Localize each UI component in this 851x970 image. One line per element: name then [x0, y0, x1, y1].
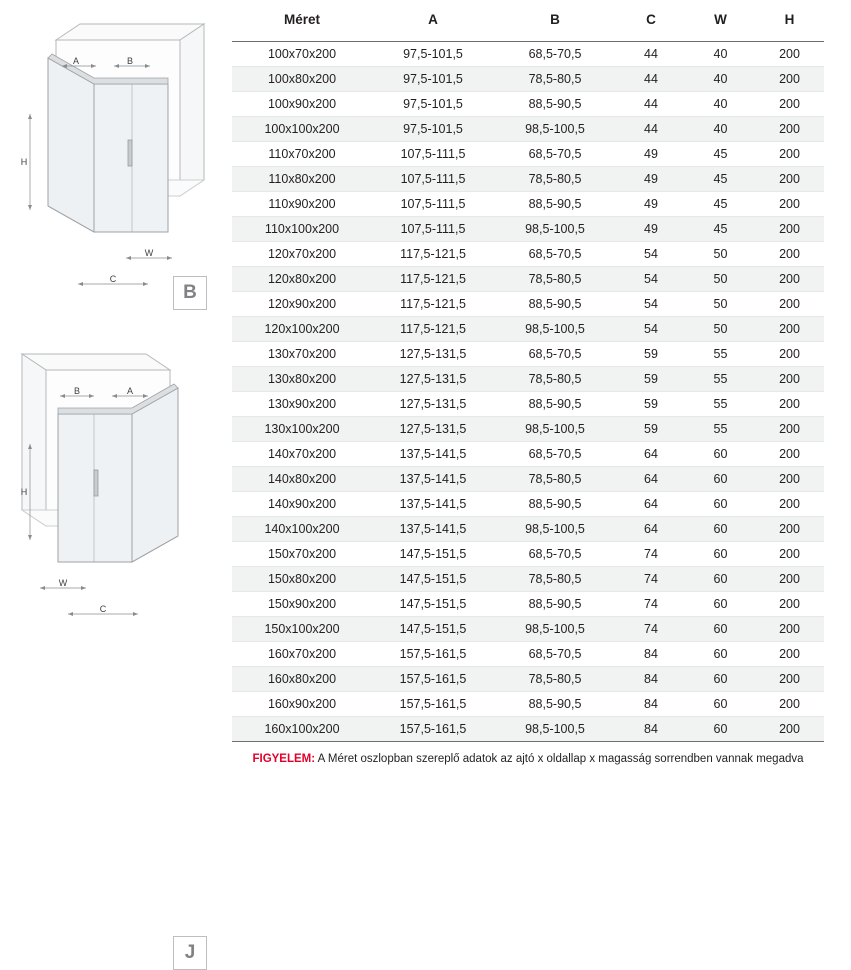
table-row — [232, 67, 824, 92]
cell-a: 137,5-141,5 — [372, 517, 494, 542]
table-row — [232, 92, 824, 117]
cell-h: 200 — [755, 317, 824, 342]
table-row — [232, 667, 824, 692]
cell-size: 100x70x200 — [232, 42, 372, 67]
cell-size: 160x90x200 — [232, 692, 372, 717]
cell-w: 50 — [686, 292, 755, 317]
table-row — [232, 317, 824, 342]
cell-h: 200 — [755, 217, 824, 242]
cell-c: 59 — [616, 367, 686, 392]
table-row — [232, 542, 824, 567]
cell-a: 97,5-101,5 — [372, 117, 494, 142]
cell-a: 97,5-101,5 — [372, 92, 494, 117]
cell-b: 88,5-90,5 — [494, 392, 616, 417]
table-row — [232, 42, 824, 67]
diagram-j-badge: J — [173, 936, 207, 970]
cell-size: 120x70x200 — [232, 242, 372, 267]
cell-a: 107,5-111,5 — [372, 167, 494, 192]
cell-c: 59 — [616, 392, 686, 417]
cell-h: 200 — [755, 142, 824, 167]
cell-a: 117,5-121,5 — [372, 242, 494, 267]
cell-w: 45 — [686, 142, 755, 167]
cell-c: 74 — [616, 542, 686, 567]
cell-size: 110x100x200 — [232, 217, 372, 242]
cell-a: 147,5-151,5 — [372, 567, 494, 592]
cell-size: 150x70x200 — [232, 542, 372, 567]
cell-a: 97,5-101,5 — [372, 67, 494, 92]
cell-size: 130x100x200 — [232, 417, 372, 442]
cell-b: 68,5-70,5 — [494, 442, 616, 467]
cell-w: 60 — [686, 517, 755, 542]
cell-w: 40 — [686, 67, 755, 92]
cell-b: 78,5-80,5 — [494, 67, 616, 92]
cell-c: 44 — [616, 42, 686, 67]
cell-a: 157,5-161,5 — [372, 667, 494, 692]
cell-a: 117,5-121,5 — [372, 267, 494, 292]
table-row — [232, 342, 824, 367]
table-row — [232, 717, 824, 742]
cell-a: 157,5-161,5 — [372, 692, 494, 717]
cell-c: 64 — [616, 467, 686, 492]
cell-b: 88,5-90,5 — [494, 292, 616, 317]
cell-c: 84 — [616, 667, 686, 692]
cell-w: 60 — [686, 617, 755, 642]
table-row — [232, 242, 824, 267]
table-row — [232, 467, 824, 492]
cell-a: 147,5-151,5 — [372, 592, 494, 617]
cell-a: 147,5-151,5 — [372, 542, 494, 567]
cell-w: 60 — [686, 492, 755, 517]
cell-w: 60 — [686, 667, 755, 692]
cell-c: 54 — [616, 292, 686, 317]
cell-a: 157,5-161,5 — [372, 717, 494, 742]
cell-h: 200 — [755, 467, 824, 492]
cell-b: 68,5-70,5 — [494, 42, 616, 67]
cell-c: 44 — [616, 117, 686, 142]
cell-a: 107,5-111,5 — [372, 217, 494, 242]
cell-h: 200 — [755, 417, 824, 442]
cell-b: 68,5-70,5 — [494, 542, 616, 567]
cell-b: 88,5-90,5 — [494, 692, 616, 717]
cell-c: 54 — [616, 317, 686, 342]
cell-size: 150x100x200 — [232, 617, 372, 642]
cell-c: 54 — [616, 267, 686, 292]
cell-a: 117,5-121,5 — [372, 317, 494, 342]
cell-w: 55 — [686, 417, 755, 442]
cell-size: 110x90x200 — [232, 192, 372, 217]
table-row — [232, 192, 824, 217]
cell-w: 60 — [686, 467, 755, 492]
cell-b: 88,5-90,5 — [494, 192, 616, 217]
column-header-c: C — [616, 0, 686, 42]
cell-c: 59 — [616, 417, 686, 442]
cell-b: 88,5-90,5 — [494, 92, 616, 117]
cell-h: 200 — [755, 517, 824, 542]
table-row — [232, 217, 824, 242]
cell-c: 74 — [616, 592, 686, 617]
cell-b: 68,5-70,5 — [494, 142, 616, 167]
cell-b: 98,5-100,5 — [494, 717, 616, 742]
diagram-j-label-b: B — [73, 386, 81, 396]
table-row — [232, 367, 824, 392]
cell-h: 200 — [755, 117, 824, 142]
table-row — [232, 392, 824, 417]
cell-a: 137,5-141,5 — [372, 492, 494, 517]
table-head — [232, 0, 824, 42]
footnote-lead: FIGYELEM: — [252, 753, 316, 765]
cell-a: 157,5-161,5 — [372, 642, 494, 667]
cell-w: 50 — [686, 267, 755, 292]
cell-c: 84 — [616, 642, 686, 667]
cell-h: 200 — [755, 242, 824, 267]
cell-b: 78,5-80,5 — [494, 567, 616, 592]
cell-w: 45 — [686, 192, 755, 217]
diagram-b-drawing — [8, 18, 218, 318]
cell-a: 147,5-151,5 — [372, 617, 494, 642]
table-row — [232, 567, 824, 592]
cell-b: 78,5-80,5 — [494, 667, 616, 692]
diagram-j-label-a: A — [126, 386, 134, 396]
cell-w: 50 — [686, 242, 755, 267]
diagram-j-label-c: C — [99, 604, 107, 614]
cell-c: 49 — [616, 142, 686, 167]
footnote — [232, 753, 824, 765]
cell-a: 127,5-131,5 — [372, 417, 494, 442]
cell-size: 120x90x200 — [232, 292, 372, 317]
cell-h: 200 — [755, 192, 824, 217]
table-row — [232, 642, 824, 667]
cell-c: 74 — [616, 567, 686, 592]
cell-b: 98,5-100,5 — [494, 317, 616, 342]
diagram-column — [0, 0, 232, 963]
cell-c: 49 — [616, 217, 686, 242]
column-header-h: H — [755, 0, 824, 42]
cell-w: 60 — [686, 442, 755, 467]
cell-w: 60 — [686, 642, 755, 667]
cell-c: 44 — [616, 92, 686, 117]
cell-size: 150x80x200 — [232, 567, 372, 592]
column-header-a: A — [372, 0, 494, 42]
cell-c: 84 — [616, 692, 686, 717]
cell-b: 68,5-70,5 — [494, 642, 616, 667]
cell-size: 120x80x200 — [232, 267, 372, 292]
cell-a: 107,5-111,5 — [372, 192, 494, 217]
cell-b: 88,5-90,5 — [494, 592, 616, 617]
cell-a: 137,5-141,5 — [372, 467, 494, 492]
diagram-j-label-h: H — [20, 487, 28, 497]
cell-c: 59 — [616, 342, 686, 367]
table-row — [232, 267, 824, 292]
cell-b: 78,5-80,5 — [494, 367, 616, 392]
cell-c: 84 — [616, 717, 686, 742]
cell-a: 137,5-141,5 — [372, 442, 494, 467]
cell-h: 200 — [755, 67, 824, 92]
cell-size: 160x100x200 — [232, 717, 372, 742]
column-header-size: Méret — [232, 0, 372, 42]
cell-h: 200 — [755, 392, 824, 417]
cell-size: 130x70x200 — [232, 342, 372, 367]
cell-b: 68,5-70,5 — [494, 342, 616, 367]
table-row — [232, 517, 824, 542]
table-row — [232, 592, 824, 617]
cell-w: 60 — [686, 542, 755, 567]
cell-w: 45 — [686, 217, 755, 242]
cell-c: 64 — [616, 442, 686, 467]
cell-h: 200 — [755, 367, 824, 392]
cell-size: 130x80x200 — [232, 367, 372, 392]
shower-enclosure-diagram-j — [8, 348, 218, 963]
cell-w: 55 — [686, 392, 755, 417]
table-body — [232, 42, 824, 742]
diagram-b-badge: B — [173, 276, 207, 310]
table-row — [232, 617, 824, 642]
cell-h: 200 — [755, 167, 824, 192]
table-row — [232, 442, 824, 467]
cell-a: 127,5-131,5 — [372, 367, 494, 392]
cell-h: 200 — [755, 267, 824, 292]
cell-w: 45 — [686, 167, 755, 192]
cell-h: 200 — [755, 617, 824, 642]
cell-size: 120x100x200 — [232, 317, 372, 342]
cell-size: 140x70x200 — [232, 442, 372, 467]
diagram-j-label-w: W — [58, 578, 68, 588]
diagram-b-label-h: H — [20, 157, 28, 167]
cell-a: 127,5-131,5 — [372, 342, 494, 367]
cell-w: 60 — [686, 692, 755, 717]
footnote-text: A Méret oszlopban szereplő adatok az ajtó x oldallap x magasság sorrendben vannak megadva — [315, 753, 804, 765]
cell-c: 49 — [616, 167, 686, 192]
table-row — [232, 142, 824, 167]
cell-size: 140x90x200 — [232, 492, 372, 517]
cell-a: 117,5-121,5 — [372, 292, 494, 317]
cell-size: 110x80x200 — [232, 167, 372, 192]
cell-b: 98,5-100,5 — [494, 417, 616, 442]
cell-h: 200 — [755, 542, 824, 567]
cell-size: 140x100x200 — [232, 517, 372, 542]
cell-h: 200 — [755, 667, 824, 692]
column-header-b: B — [494, 0, 616, 42]
cell-w: 40 — [686, 42, 755, 67]
column-header-w: W — [686, 0, 755, 42]
cell-a: 107,5-111,5 — [372, 142, 494, 167]
specification-table — [232, 0, 824, 742]
diagram-b-label-c: C — [109, 274, 117, 284]
cell-w: 50 — [686, 317, 755, 342]
cell-c: 64 — [616, 517, 686, 542]
cell-b: 98,5-100,5 — [494, 617, 616, 642]
cell-b: 78,5-80,5 — [494, 467, 616, 492]
cell-b: 68,5-70,5 — [494, 242, 616, 267]
cell-b: 78,5-80,5 — [494, 267, 616, 292]
cell-c: 49 — [616, 192, 686, 217]
cell-w: 40 — [686, 92, 755, 117]
cell-size: 150x90x200 — [232, 592, 372, 617]
cell-w: 60 — [686, 567, 755, 592]
shower-enclosure-diagram-b — [8, 18, 218, 318]
cell-c: 64 — [616, 492, 686, 517]
cell-w: 60 — [686, 717, 755, 742]
cell-b: 98,5-100,5 — [494, 217, 616, 242]
cell-a: 127,5-131,5 — [372, 392, 494, 417]
cell-h: 200 — [755, 592, 824, 617]
cell-b: 98,5-100,5 — [494, 117, 616, 142]
table-row — [232, 167, 824, 192]
table-row — [232, 692, 824, 717]
table-row — [232, 417, 824, 442]
table-row — [232, 292, 824, 317]
cell-c: 44 — [616, 67, 686, 92]
diagram-b-label-b: B — [126, 56, 134, 66]
cell-b: 78,5-80,5 — [494, 167, 616, 192]
cell-b: 98,5-100,5 — [494, 517, 616, 542]
cell-c: 54 — [616, 242, 686, 267]
diagram-b-label-a: A — [72, 56, 80, 66]
cell-h: 200 — [755, 567, 824, 592]
cell-size: 130x90x200 — [232, 392, 372, 417]
cell-size: 140x80x200 — [232, 467, 372, 492]
cell-w: 40 — [686, 117, 755, 142]
diagram-b-label-w: W — [144, 248, 154, 258]
cell-b: 88,5-90,5 — [494, 492, 616, 517]
cell-size: 160x80x200 — [232, 667, 372, 692]
cell-h: 200 — [755, 342, 824, 367]
cell-h: 200 — [755, 717, 824, 742]
table-row — [232, 117, 824, 142]
table-header-row — [232, 0, 824, 42]
cell-size: 160x70x200 — [232, 642, 372, 667]
cell-h: 200 — [755, 692, 824, 717]
cell-w: 60 — [686, 592, 755, 617]
cell-size: 100x80x200 — [232, 67, 372, 92]
cell-h: 200 — [755, 642, 824, 667]
cell-a: 97,5-101,5 — [372, 42, 494, 67]
cell-size: 100x100x200 — [232, 117, 372, 142]
cell-size: 110x70x200 — [232, 142, 372, 167]
cell-h: 200 — [755, 442, 824, 467]
cell-h: 200 — [755, 292, 824, 317]
cell-w: 55 — [686, 367, 755, 392]
cell-size: 100x90x200 — [232, 92, 372, 117]
cell-c: 74 — [616, 617, 686, 642]
table-row — [232, 492, 824, 517]
diagram-j-drawing — [8, 348, 218, 648]
cell-h: 200 — [755, 42, 824, 67]
specification-table-wrapper — [232, 0, 851, 765]
cell-w: 55 — [686, 342, 755, 367]
cell-h: 200 — [755, 92, 824, 117]
cell-h: 200 — [755, 492, 824, 517]
